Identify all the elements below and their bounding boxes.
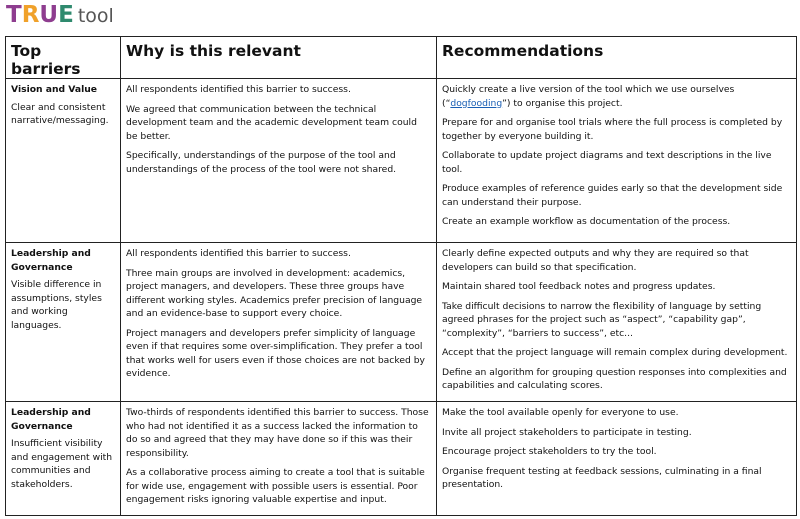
header-top-barriers: Top barriers [6,37,121,79]
table-row [6,79,797,243]
table-header-row [6,37,797,79]
relevance-paragraph: Specifically, understandings of the purpose of the tool and understandings of the process of the tool were not shared. [126,150,397,175]
barrier-description: Clear and consistent narrative/messaging. [11,101,109,126]
logo-letter-t: T [6,2,22,28]
barriers-table [5,36,797,516]
relevance-cell [121,402,437,516]
header-why-relevant: Why is this relevant [121,37,437,79]
barrier-description: Insufficient visibility and engagement with communities and stakeholders. [11,438,113,490]
logo-letter-r: R [21,2,40,28]
relevance-paragraph: Two-thirds of respondents identified this barrier to success. Those who had not identified it as a success lacked the information to do so and agreed that they may have done so if this was their responsibility. [126,407,429,459]
recommendation-text: ”) to organise this project. [502,97,623,109]
barrier-cell [6,79,121,243]
recommendation-item: Define an algorithm for grouping question responses into complexities and capabilities and calculating scores. [442,366,787,391]
barrier-title: Leadership and Governance [11,407,91,432]
recommendation-item [442,83,791,110]
recommendation-item: Invite all project stakeholders to participate in testing. [442,426,692,438]
relevance-paragraph: All respondents identified this barrier to success. [126,248,351,259]
recommendation-item: Make the tool available openly for everyone to use. [442,407,679,418]
relevance-cell [121,79,437,243]
relevance-paragraph: Project managers and developers prefer simplicity of language even if that requires some over-simplification. They prefer a tool that works well for users even if those choices are not backed by evidence. [126,327,425,379]
barrier-description: Visible difference in assumptions, styles and working languages. [11,279,102,331]
recommendation-item: Maintain shared tool feedback notes and progress updates. [442,281,716,292]
barrier-title: Leadership and Governance [11,248,91,273]
recommendation-item: Produce examples of reference guides early so that the development side can understand their purpose. [442,183,783,208]
recommendations-cell [437,243,797,402]
recommendation-item: Clearly define expected outputs and why they are required so that developers can build so that specification. [442,248,749,273]
recommendation-text: Quickly create a live version of the tool which we use ourselves (“ [442,84,735,109]
table-row [6,243,797,402]
recommendation-item: Encourage project stakeholders to try the tool. [442,446,657,457]
recommendation-item: Organise frequent testing at feedback sessions, culminating in a final presentation. [442,465,762,490]
barrier-cell [6,402,121,516]
recommendation-item: Collaborate to update project diagrams and text descriptions in the live tool. [442,150,772,175]
table-row [6,402,797,516]
logo-letter-e: E [58,2,74,28]
relevance-paragraph: All respondents identified this barrier to success. [126,84,351,95]
relevance-paragraph: We agreed that communication between the technical development team and the academic development team could be better. [126,103,417,142]
relevance-cell [121,243,437,402]
logo-letter-u: U [39,2,59,28]
barrier-cell [6,243,121,402]
recommendation-item: Prepare for and organise tool trials where the full process is completed by together by everyone building it. [442,117,783,142]
relevance-paragraph: As a collaborative process aiming to create a tool that is suitable for wide use, engagement with possible users is essential. Poor engagement risks ignoring valuable expertise and input. [126,467,425,505]
barrier-title: Vision and Value [11,84,98,95]
logo-suffix: tool [77,5,114,27]
recommendations-cell [437,79,797,243]
recommendation-item: Take difficult decisions to narrow the flexibility of language by setting agreed phrases for the project such as “aspect”, “capability gap”, “complexity”, “barriers to success”, etc... [442,300,762,339]
true-tool-logo [6,2,114,32]
recommendation-item: Create an example workflow as documentation of the process. [442,216,731,227]
recommendation-item: Accept that the project language will remain complex during development. [442,347,788,358]
dogfooding-link[interactable]: dogfooding [450,97,503,109]
header-recommendations: Recommendations [437,37,797,79]
relevance-paragraph: Three main groups are involved in development: academics, project managers, and developers. These three groups have different working styles. Academics prefer precision of language and an evidence-base to support every choice. [126,267,423,319]
recommendations-cell [437,402,797,516]
